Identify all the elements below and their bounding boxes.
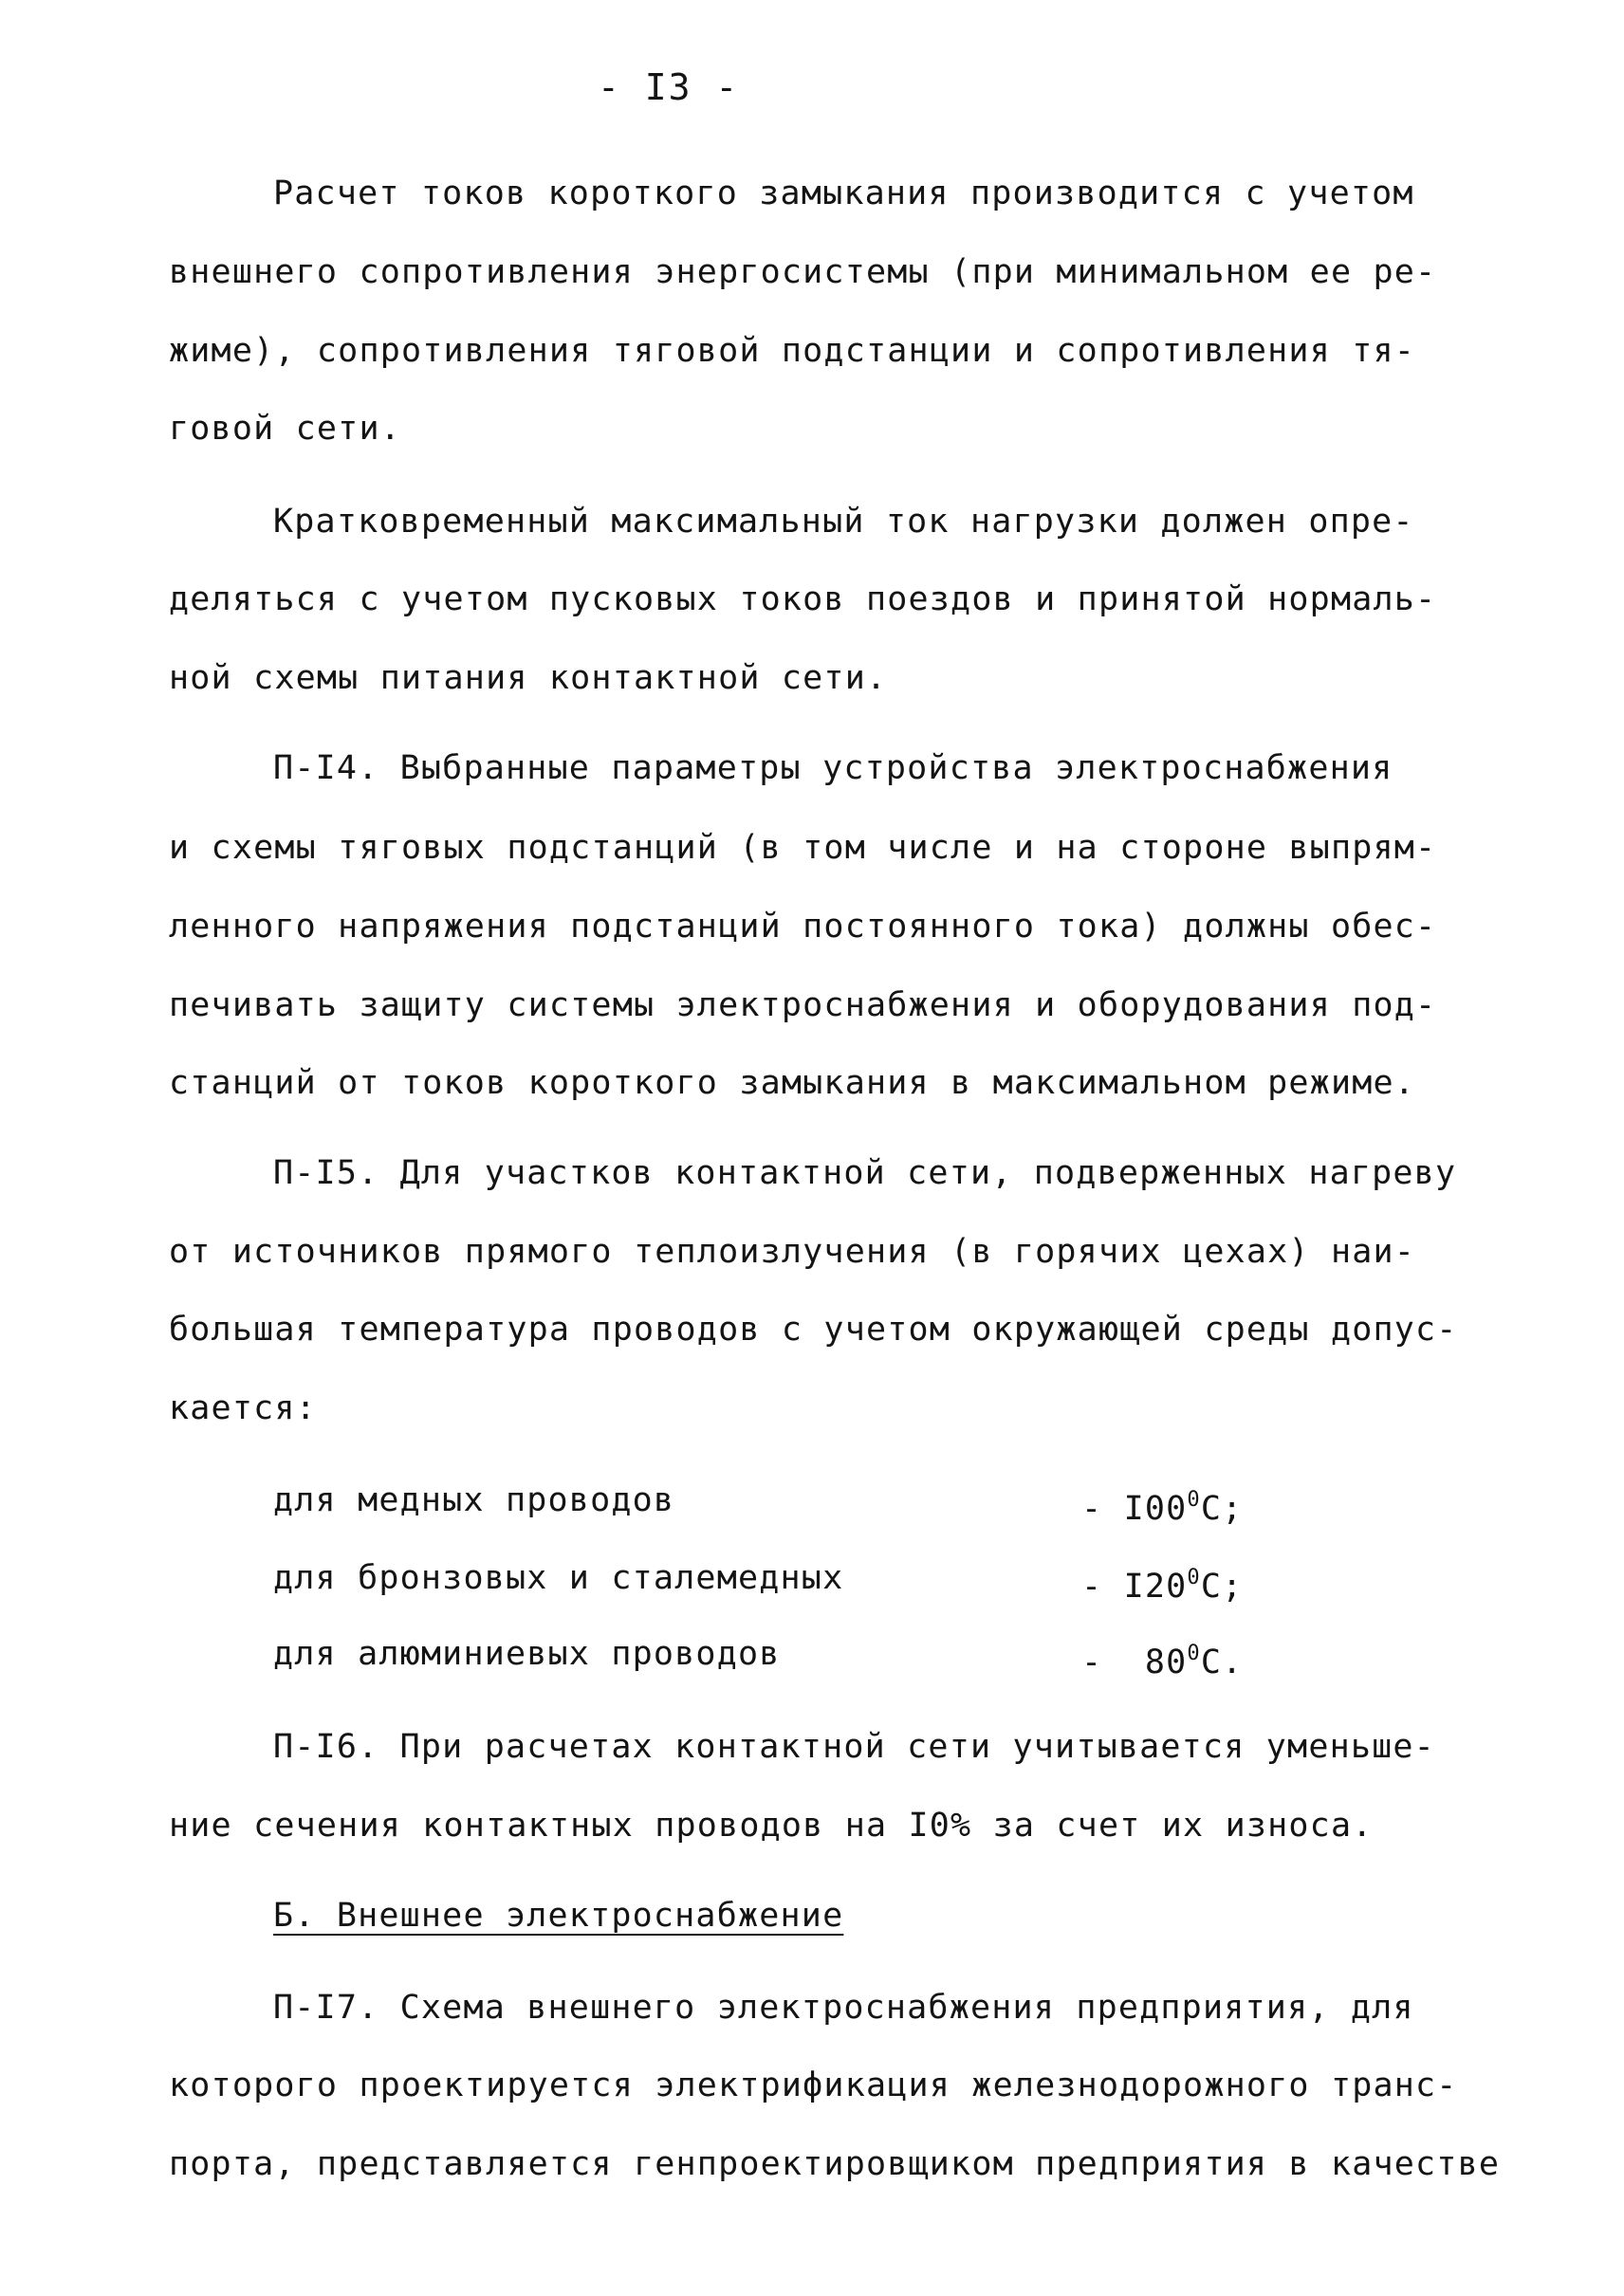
paragraph-1-line-3: жиме), сопротивления тяговой подстанции и сопротивления тя-: [169, 332, 1416, 370]
temperature-list-value: - $I20^0C$;: [1081, 1566, 1244, 1606]
temperature-list-label: для медных проводов: [273, 1481, 675, 1519]
paragraph-1-line-2: внешнего сопротивления энергосистемы (при минимальном ее ре-: [169, 253, 1437, 291]
page-number: - I3 -: [598, 66, 740, 108]
temperature-list-label: для бронзовых и сталемедных: [273, 1559, 844, 1597]
paragraph-3-line-1: П-I4. Выбранные параметры устройства электроснабжения: [273, 749, 1393, 787]
paragraph-4-line-4: кается:: [169, 1389, 317, 1427]
paragraph-2-line-2: деляться с учетом пусковых токов поездов и принятой нормаль-: [169, 580, 1437, 618]
paragraph-5-line-1: П-I6. При расчетах контактной сети учитывается уменьше-: [273, 1728, 1435, 1766]
paragraph-2-line-3: ной схемы питания контактной сети.: [169, 659, 888, 697]
paragraph-6-line-2: которого проектируется электрификация железнодорожного транс-: [169, 2066, 1458, 2104]
paragraph-4-line-2: от источников прямого теплоизлучения (в горячих цехах) наи-: [169, 1233, 1416, 1271]
temperature-list-value: - $I00^0C$;: [1081, 1488, 1244, 1528]
paragraph-5-line-2: ние сечения контактных проводов на I0% за счет их износа.: [169, 1807, 1374, 1845]
section-heading: Б. Внешнее электроснабжение: [273, 1897, 844, 1935]
paragraph-4-line-1: П-I5. Для участков контактной сети, подверженных нагреву: [273, 1154, 1457, 1192]
paragraph-3-line-5: станций от токов короткого замыкания в максимальном режиме.: [169, 1064, 1416, 1102]
temperature-list-label: для алюминиевых проводов: [273, 1635, 781, 1673]
paragraph-6-line-1: П-I7. Схема внешнего электроснабжения предприятия, для: [273, 1989, 1414, 2027]
paragraph-1-line-4: говой сети.: [169, 410, 401, 448]
paragraph-1-line-1: Расчет токов короткого замыкания производится с учетом: [273, 174, 1414, 212]
temperature-list-value: - $80^0C$.: [1081, 1642, 1244, 1681]
paragraph-3-line-2: и схемы тяговых подстанций (в том числе и на стороне выпрям-: [169, 829, 1437, 867]
paragraph-2-line-1: Кратковременный максимальный ток нагрузки должен опре-: [273, 503, 1414, 541]
paragraph-6-line-3: порта, представляется генпроектировщиком предприятия в качестве: [169, 2145, 1501, 2183]
paragraph-3-line-3: ленного напряжения подстанций постоянного тока) должны обес-: [169, 908, 1437, 946]
paragraph-4-line-3: большая температура проводов с учетом окружающей среды допус-: [169, 1311, 1458, 1349]
paragraph-3-line-4: печивать защиту системы электроснабжения и оборудования под-: [169, 986, 1437, 1024]
